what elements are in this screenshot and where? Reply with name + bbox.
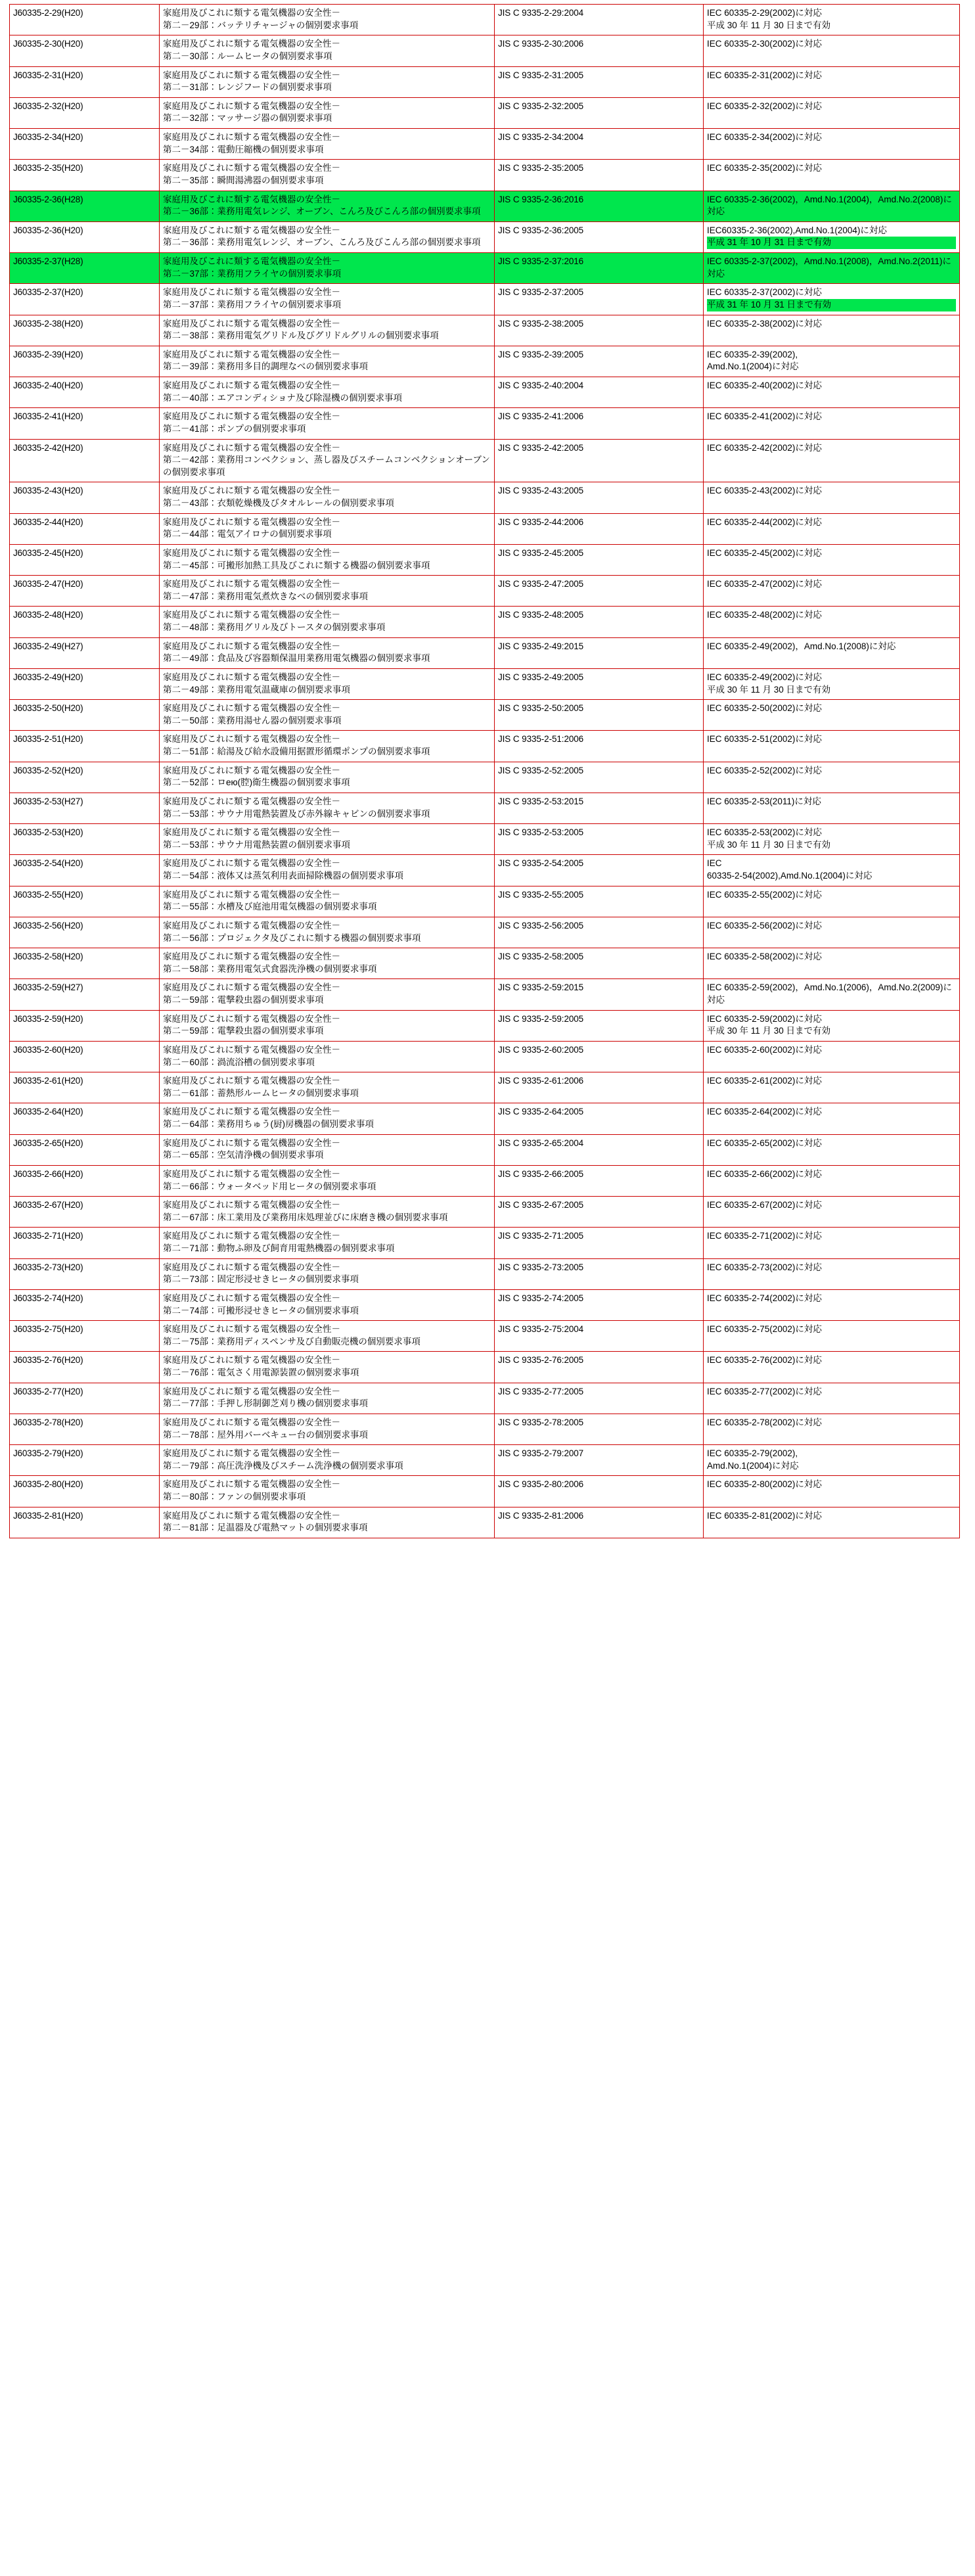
cell-standard-title: 家庭用及びこれに類する電気機器の安全性－ 第二－71部：動物ふ卵及び飼育用電熱機器の個別要求事項 (160, 1228, 495, 1258)
cell-iec-correspondence: IEC 60335-2-56(2002)に対応 (704, 917, 960, 948)
cell-standard-title: 家庭用及びこれに類する電気機器の安全性－ 第二－60部：渦流浴槽の個別要求事項 (160, 1041, 495, 1072)
cell-standard-code: J60335-2-49(H27) (10, 637, 160, 668)
cell-standard-code: J60335-2-79(H20) (10, 1445, 160, 1476)
cell-standard-title: 家庭用及びこれに類する電気機器の安全性－ 第二－35部：瞬間湯沸器の個別要求事項 (160, 160, 495, 191)
cell-standard-title: 家庭用及びこれに類する電気機器の安全性－ 第二－53部：サウナ用電熱装置の個別要求事項 (160, 824, 495, 855)
cell-standard-code: J60335-2-36(H20) (10, 221, 160, 252)
cell-jis-reference: JIS C 9335-2-74:2005 (495, 1289, 704, 1320)
cell-standard-title: 家庭用及びこれに類する電気機器の安全性－ 第二－51部：給湯及び給水設備用据置形循環ポンプの個別要求事項 (160, 731, 495, 762)
cell-iec-correspondence: IEC 60335-2-54(2002),Amd.No.1(2004)に対応 (704, 855, 960, 886)
cell-jis-reference: JIS C 9335-2-30:2006 (495, 35, 704, 66)
cell-iec-correspondence: IEC 60335-2-31(2002)に対応 (704, 66, 960, 97)
cell-standard-code: J60335-2-77(H20) (10, 1383, 160, 1414)
cell-jis-reference: JIS C 9335-2-51:2006 (495, 731, 704, 762)
cell-standard-title: 家庭用及びこれに類する電気機器の安全性－ 第二－44部：電気アイロナの個別要求事項 (160, 513, 495, 544)
cell-iec-correspondence: IEC 60335-2-74(2002)に対応 (704, 1289, 960, 1320)
cell-standard-title: 家庭用及びこれに類する電気機器の安全性－ 第二－30部：ルームヒータの個別要求事項 (160, 35, 495, 66)
cell-standard-code: J60335-2-49(H20) (10, 668, 160, 699)
cell-standard-code: J60335-2-73(H20) (10, 1258, 160, 1289)
cell-standard-code: J60335-2-51(H20) (10, 731, 160, 762)
cell-standard-title: 家庭用及びこれに類する電気機器の安全性－ 第二－48部：業務用グリル及びトースタの個別要求事項 (160, 607, 495, 637)
cell-standard-code: J60335-2-53(H20) (10, 824, 160, 855)
cell-jis-reference: JIS C 9335-2-45:2005 (495, 544, 704, 575)
cell-jis-reference: JIS C 9335-2-29:2004 (495, 5, 704, 35)
cell-iec-correspondence: IEC 60335-2-59(2002)に対応 平成 30 年 11 月 30 日まで有効 (704, 1010, 960, 1041)
cell-jis-reference: JIS C 9335-2-58:2005 (495, 948, 704, 979)
cell-standard-code: J60335-2-78(H20) (10, 1414, 160, 1444)
table-row (10, 439, 960, 482)
cell-iec-correspondence: IEC 60335-2-40(2002)に対応 (704, 377, 960, 408)
cell-iec-correspondence: IEC 60335-2-49(2002)に対応 平成 30 年 11 月 30 日まで有効 (704, 668, 960, 699)
cell-iec-correspondence: IEC 60335-2-38(2002)に対応 (704, 315, 960, 346)
cell-standard-code: J60335-2-80(H20) (10, 1476, 160, 1507)
cell-jis-reference: JIS C 9335-2-50:2005 (495, 700, 704, 731)
cell-iec-correspondence: IEC 60335-2-49(2002)，Amd.No.1(2008)に対応 (704, 637, 960, 668)
table-row (10, 160, 960, 191)
cell-iec-correspondence: IEC 60335-2-77(2002)に対応 (704, 1383, 960, 1414)
cell-standard-code: J60335-2-35(H20) (10, 160, 160, 191)
table-row (10, 482, 960, 513)
cell-iec-correspondence: IEC 60335-2-78(2002)に対応 (704, 1414, 960, 1444)
cell-jis-reference: JIS C 9335-2-55:2005 (495, 886, 704, 917)
cell-jis-reference: JIS C 9335-2-79:2007 (495, 1445, 704, 1476)
cell-standard-code: J60335-2-40(H20) (10, 377, 160, 408)
cell-jis-reference: JIS C 9335-2-37:2005 (495, 284, 704, 315)
cell-jis-reference: JIS C 9335-2-73:2005 (495, 1258, 704, 1289)
cell-jis-reference: JIS C 9335-2-36:2005 (495, 221, 704, 252)
cell-iec-correspondence: IEC 60335-2-81(2002)に対応 (704, 1507, 960, 1538)
cell-standard-code: J60335-2-37(H20) (10, 284, 160, 315)
cell-standard-code: J60335-2-81(H20) (10, 1507, 160, 1538)
cell-iec-correspondence: IEC 60335-2-48(2002)に対応 (704, 607, 960, 637)
table-row (10, 1289, 960, 1320)
cell-standard-code: J60335-2-29(H20) (10, 5, 160, 35)
cell-standard-title: 家庭用及びこれに類する電気機器の安全性－ 第二－53部：サウナ用電熱装置及び赤外線キャビンの個別要求事項 (160, 793, 495, 823)
table-row (10, 1258, 960, 1289)
table-row (10, 576, 960, 607)
cell-standard-code: J60335-2-71(H20) (10, 1228, 160, 1258)
cell-standard-title: 家庭用及びこれに類する電気機器の安全性－ 第二－55部：水槽及び庭池用電気機器の個別要求事項 (160, 886, 495, 917)
table-row (10, 793, 960, 823)
cell-standard-title: 家庭用及びこれに類する電気機器の安全性－ 第二－36部：業務用電気レンジ、オーブン、こんろ及びこんろ部の個別要求事項 (160, 191, 495, 221)
cell-standard-title: 家庭用及びこれに類する電気機器の安全性－ 第二－40部：エアコンディショナ及び除湿機の個別要求事項 (160, 377, 495, 408)
table-row (10, 35, 960, 66)
cell-jis-reference: JIS C 9335-2-34:2004 (495, 129, 704, 160)
cell-iec-correspondence: IEC 60335-2-71(2002)に対応 (704, 1228, 960, 1258)
cell-jis-reference: JIS C 9335-2-81:2006 (495, 1507, 704, 1538)
table-row (10, 315, 960, 346)
cell-iec-correspondence: IEC 60335-2-76(2002)に対応 (704, 1352, 960, 1383)
table-row (10, 917, 960, 948)
cell-standard-title: 家庭用及びこれに類する電気機器の安全性－ 第二－31部：レンジフードの個別要求事項 (160, 66, 495, 97)
cell-standard-title: 家庭用及びこれに類する電気機器の安全性－ 第二－81部：足温器及び電熱マットの個別要求事項 (160, 1507, 495, 1538)
table-row (10, 97, 960, 128)
cell-standard-code: J60335-2-34(H20) (10, 129, 160, 160)
cell-standard-code: J60335-2-36(H28) (10, 191, 160, 221)
cell-standard-code: J60335-2-59(H20) (10, 1010, 160, 1041)
table-row (10, 731, 960, 762)
cell-jis-reference: JIS C 9335-2-65:2004 (495, 1134, 704, 1165)
cell-iec-correspondence: IEC60335-2-36(2002),Amd.No.1(2004)に対応 平成 31 年 10 月 31 日まで有効 (704, 221, 960, 252)
cell-standard-title: 家庭用及びこれに類する電気機器の安全性－ 第二－29部：バッテリチャージャの個別要求事項 (160, 5, 495, 35)
cell-standard-code: J60335-2-42(H20) (10, 439, 160, 482)
validity-highlight: 平成 31 年 10 月 31 日まで有効 (707, 237, 956, 249)
cell-standard-title: 家庭用及びこれに類する電気機器の安全性－ 第二－49部：業務用電気温蔵庫の個別要求事項 (160, 668, 495, 699)
cell-jis-reference: JIS C 9335-2-76:2005 (495, 1352, 704, 1383)
cell-standard-code: J60335-2-76(H20) (10, 1352, 160, 1383)
cell-iec-correspondence: IEC 60335-2-66(2002)に対応 (704, 1165, 960, 1196)
cell-iec-correspondence: IEC 60335-2-61(2002)に対応 (704, 1072, 960, 1103)
table-row (10, 700, 960, 731)
cell-jis-reference: JIS C 9335-2-32:2005 (495, 97, 704, 128)
cell-iec-correspondence: IEC 60335-2-58(2002)に対応 (704, 948, 960, 979)
cell-standard-code: J60335-2-59(H27) (10, 979, 160, 1010)
cell-iec-correspondence: IEC 60335-2-65(2002)に対応 (704, 1134, 960, 1165)
cell-jis-reference: JIS C 9335-2-61:2006 (495, 1072, 704, 1103)
cell-jis-reference: JIS C 9335-2-66:2005 (495, 1165, 704, 1196)
table-row (10, 948, 960, 979)
table-row (10, 1321, 960, 1352)
cell-standard-code: J60335-2-48(H20) (10, 607, 160, 637)
cell-iec-correspondence: IEC 60335-2-41(2002)に対応 (704, 408, 960, 439)
table-row (10, 191, 960, 221)
cell-standard-title: 家庭用及びこれに類する電気機器の安全性－ 第二－37部：業務用フライヤの個別要求事項 (160, 253, 495, 284)
table-row (10, 1072, 960, 1103)
cell-iec-correspondence: IEC 60335-2-43(2002)に対応 (704, 482, 960, 513)
cell-jis-reference: JIS C 9335-2-39:2005 (495, 346, 704, 377)
cell-standard-title: 家庭用及びこれに類する電気機器の安全性－ 第二－45部：可搬形加熱工具及びこれに類する機器の個別要求事項 (160, 544, 495, 575)
cell-jis-reference: JIS C 9335-2-44:2006 (495, 513, 704, 544)
cell-standard-code: J60335-2-37(H28) (10, 253, 160, 284)
cell-iec-correspondence: IEC 60335-2-52(2002)に対応 (704, 762, 960, 793)
cell-jis-reference: JIS C 9335-2-78:2005 (495, 1414, 704, 1444)
cell-iec-correspondence: IEC 60335-2-34(2002)に対応 (704, 129, 960, 160)
cell-standard-title: 家庭用及びこれに類する電気機器の安全性－ 第二－39部：業務用多目的調理なべの個別要求事項 (160, 346, 495, 377)
cell-standard-title: 家庭用及びこれに類する電気機器の安全性－ 第二－34部：電動圧縮機の個別要求事項 (160, 129, 495, 160)
cell-jis-reference: JIS C 9335-2-43:2005 (495, 482, 704, 513)
table-row (10, 607, 960, 637)
table-row (10, 544, 960, 575)
cell-standard-code: J60335-2-58(H20) (10, 948, 160, 979)
cell-jis-reference: JIS C 9335-2-37:2016 (495, 253, 704, 284)
cell-standard-code: J60335-2-54(H20) (10, 855, 160, 886)
table-row (10, 66, 960, 97)
cell-standard-title: 家庭用及びこれに類する電気機器の安全性－ 第二－42部：業務用コンベクション、蒸し器及びスチームコンベクションオーブンの個別要求事項 (160, 439, 495, 482)
table-row (10, 1445, 960, 1476)
cell-standard-code: J60335-2-56(H20) (10, 917, 160, 948)
cell-iec-correspondence: IEC 60335-2-50(2002)に対応 (704, 700, 960, 731)
cell-iec-correspondence: IEC 60335-2-53(2002)に対応 平成 30 年 11 月 30 日まで有効 (704, 824, 960, 855)
cell-standard-code: J60335-2-52(H20) (10, 762, 160, 793)
cell-standard-code: J60335-2-47(H20) (10, 576, 160, 607)
cell-standard-code: J60335-2-64(H20) (10, 1103, 160, 1134)
cell-standard-title: 家庭用及びこれに類する電気機器の安全性－ 第二－78部：屋外用バーベキュー台の個別要求事項 (160, 1414, 495, 1444)
table-row (10, 377, 960, 408)
cell-standard-title: 家庭用及びこれに類する電気機器の安全性－ 第二－32部：マッサージ器の個別要求事項 (160, 97, 495, 128)
cell-iec-correspondence: IEC 60335-2-80(2002)に対応 (704, 1476, 960, 1507)
cell-jis-reference: JIS C 9335-2-42:2005 (495, 439, 704, 482)
cell-standard-code: J60335-2-32(H20) (10, 97, 160, 128)
table-row (10, 129, 960, 160)
cell-standard-title: 家庭用及びこれに類する電気機器の安全性－ 第二－43部：衣類乾燥機及びタオルレールの個別要求事項 (160, 482, 495, 513)
cell-iec-correspondence: IEC 60335-2-36(2002)，Amd.No.1(2004)，Amd.No.2(2008)に対応 (704, 191, 960, 221)
cell-standard-title: 家庭用及びこれに類する電気機器の安全性－ 第二－50部：業務用湯せん器の個別要求事項 (160, 700, 495, 731)
cell-jis-reference: JIS C 9335-2-35:2005 (495, 160, 704, 191)
validity-highlight: 平成 31 年 10 月 31 日まで有効 (707, 299, 956, 311)
cell-standard-title: 家庭用及びこれに類する電気機器の安全性－ 第二－47部：業務用電気煮炊きなべの個別要求事項 (160, 576, 495, 607)
cell-jis-reference: JIS C 9335-2-56:2005 (495, 917, 704, 948)
table-row (10, 637, 960, 668)
cell-jis-reference: JIS C 9335-2-38:2005 (495, 315, 704, 346)
cell-standard-code: J60335-2-53(H27) (10, 793, 160, 823)
cell-jis-reference: JIS C 9335-2-75:2004 (495, 1321, 704, 1352)
cell-standard-title: 家庭用及びこれに類する電気機器の安全性－ 第二－80部：ファンの個別要求事項 (160, 1476, 495, 1507)
cell-iec-correspondence: IEC 60335-2-35(2002)に対応 (704, 160, 960, 191)
cell-iec-correspondence: IEC 60335-2-79(2002), Amd.No.1(2004)に対応 (704, 1445, 960, 1476)
cell-jis-reference: JIS C 9335-2-60:2005 (495, 1041, 704, 1072)
cell-jis-reference: JIS C 9335-2-49:2015 (495, 637, 704, 668)
cell-standard-title: 家庭用及びこれに類する電気機器の安全性－ 第二－65部：空気清浄機の個別要求事項 (160, 1134, 495, 1165)
standards-table (9, 4, 960, 1538)
cell-jis-reference: JIS C 9335-2-80:2006 (495, 1476, 704, 1507)
cell-iec-correspondence: IEC 60335-2-42(2002)に対応 (704, 439, 960, 482)
cell-standard-code: J60335-2-65(H20) (10, 1134, 160, 1165)
table-row (10, 221, 960, 252)
cell-jis-reference: JIS C 9335-2-41:2006 (495, 408, 704, 439)
table-row (10, 1228, 960, 1258)
table-row (10, 1103, 960, 1134)
table-row (10, 346, 960, 377)
cell-standard-code: J60335-2-39(H20) (10, 346, 160, 377)
table-row (10, 1414, 960, 1444)
cell-jis-reference: JIS C 9335-2-77:2005 (495, 1383, 704, 1414)
table-row (10, 1352, 960, 1383)
cell-standard-code: J60335-2-38(H20) (10, 315, 160, 346)
table-row (10, 1041, 960, 1072)
cell-standard-title: 家庭用及びこれに類する電気機器の安全性－ 第二－76部：電気さく用電源装置の個別要求事項 (160, 1352, 495, 1383)
cell-standard-code: J60335-2-55(H20) (10, 886, 160, 917)
cell-standard-title: 家庭用及びこれに類する電気機器の安全性－ 第二－61部：蓄熱形ルームヒータの個別要求事項 (160, 1072, 495, 1103)
cell-standard-title: 家庭用及びこれに類する電気機器の安全性－ 第二－37部：業務用フライヤの個別要求事項 (160, 284, 495, 315)
table-row (10, 1010, 960, 1041)
cell-standard-code: J60335-2-66(H20) (10, 1165, 160, 1196)
table-row (10, 762, 960, 793)
cell-standard-title: 家庭用及びこれに類する電気機器の安全性－ 第二－66部：ウォータベッド用ヒータの個別要求事項 (160, 1165, 495, 1196)
cell-jis-reference: JIS C 9335-2-64:2005 (495, 1103, 704, 1134)
table-row (10, 253, 960, 284)
cell-iec-correspondence: IEC 60335-2-30(2002)に対応 (704, 35, 960, 66)
cell-standard-title: 家庭用及びこれに類する電気機器の安全性－ 第二－75部：業務用ディスペンサ及び自動販売機の個別要求事項 (160, 1321, 495, 1352)
cell-standard-code: J60335-2-30(H20) (10, 35, 160, 66)
table-row (10, 855, 960, 886)
cell-standard-title: 家庭用及びこれに類する電気機器の安全性－ 第二－56部：プロジェクタ及びこれに類する機器の個別要求事項 (160, 917, 495, 948)
table-row (10, 5, 960, 35)
cell-jis-reference: JIS C 9335-2-48:2005 (495, 607, 704, 637)
cell-standard-title: 家庭用及びこれに類する電気機器の安全性－ 第二－74部：可搬形浸せきヒータの個別要求事項 (160, 1289, 495, 1320)
cell-jis-reference: JIS C 9335-2-71:2005 (495, 1228, 704, 1258)
cell-iec-correspondence: IEC 60335-2-32(2002)に対応 (704, 97, 960, 128)
cell-iec-correspondence: IEC 60335-2-59(2002)，Amd.No.1(2006)，Amd.No.2(2009)に対応 (704, 979, 960, 1010)
cell-standard-title: 家庭用及びこれに類する電気機器の安全性－ 第二－58部：業務用電気式食器洗浄機の個別要求事項 (160, 948, 495, 979)
cell-iec-correspondence: IEC 60335-2-60(2002)に対応 (704, 1041, 960, 1072)
cell-standard-code: J60335-2-43(H20) (10, 482, 160, 513)
cell-jis-reference: JIS C 9335-2-54:2005 (495, 855, 704, 886)
cell-jis-reference: JIS C 9335-2-53:2005 (495, 824, 704, 855)
cell-jis-reference: JIS C 9335-2-52:2005 (495, 762, 704, 793)
cell-standard-title: 家庭用及びこれに類する電気機器の安全性－ 第二－64部：業務用ちゅう(厨)房機器の個別要求事項 (160, 1103, 495, 1134)
table-row (10, 886, 960, 917)
table-row (10, 1134, 960, 1165)
cell-iec-correspondence: IEC 60335-2-45(2002)に対応 (704, 544, 960, 575)
cell-iec-correspondence: IEC 60335-2-55(2002)に対応 (704, 886, 960, 917)
cell-standard-code: J60335-2-67(H20) (10, 1197, 160, 1228)
table-row (10, 1165, 960, 1196)
cell-jis-reference: JIS C 9335-2-59:2015 (495, 979, 704, 1010)
cell-iec-correspondence: IEC 60335-2-37(2002)に対応 平成 31 年 10 月 31 日まで有効 (704, 284, 960, 315)
cell-iec-correspondence: IEC 60335-2-39(2002), Amd.No.1(2004)に対応 (704, 346, 960, 377)
cell-iec-correspondence: IEC 60335-2-51(2002)に対応 (704, 731, 960, 762)
table-row (10, 824, 960, 855)
cell-iec-correspondence: IEC 60335-2-75(2002)に対応 (704, 1321, 960, 1352)
cell-standard-title: 家庭用及びこれに類する電気機器の安全性－ 第二－67部：床工業用及び業務用床処理並びに床磨き機の個別要求事項 (160, 1197, 495, 1228)
cell-standard-title: 家庭用及びこれに類する電気機器の安全性－ 第二－73部：固定形浸せきヒータの個別要求事項 (160, 1258, 495, 1289)
cell-iec-correspondence: IEC 60335-2-53(2011)に対応 (704, 793, 960, 823)
table-row (10, 408, 960, 439)
cell-jis-reference: JIS C 9335-2-49:2005 (495, 668, 704, 699)
cell-iec-correspondence: IEC 60335-2-73(2002)に対応 (704, 1258, 960, 1289)
cell-standard-code: J60335-2-75(H20) (10, 1321, 160, 1352)
cell-standard-code: J60335-2-60(H20) (10, 1041, 160, 1072)
cell-standard-title: 家庭用及びこれに類する電気機器の安全性－ 第二－49部：食品及び容器類保温用業務用電気機器の個別要求事項 (160, 637, 495, 668)
table-row (10, 513, 960, 544)
table-row (10, 1197, 960, 1228)
table-row (10, 1476, 960, 1507)
cell-iec-correspondence: IEC 60335-2-67(2002)に対応 (704, 1197, 960, 1228)
table-row (10, 668, 960, 699)
cell-jis-reference: JIS C 9335-2-53:2015 (495, 793, 704, 823)
table-row (10, 284, 960, 315)
cell-jis-reference: JIS C 9335-2-59:2005 (495, 1010, 704, 1041)
cell-jis-reference: JIS C 9335-2-36:2016 (495, 191, 704, 221)
cell-iec-correspondence: IEC 60335-2-47(2002)に対応 (704, 576, 960, 607)
cell-standard-title: 家庭用及びこれに類する電気機器の安全性－ 第二－77部：手押し形制御芝刈り機の個別要求事項 (160, 1383, 495, 1414)
cell-jis-reference: JIS C 9335-2-67:2005 (495, 1197, 704, 1228)
table-row (10, 1383, 960, 1414)
cell-standard-code: J60335-2-31(H20) (10, 66, 160, 97)
table-row (10, 979, 960, 1010)
cell-standard-code: J60335-2-45(H20) (10, 544, 160, 575)
cell-standard-code: J60335-2-50(H20) (10, 700, 160, 731)
cell-iec-correspondence: IEC 60335-2-37(2002)，Amd.No.1(2008)，Amd.No.2(2011)に対応 (704, 253, 960, 284)
cell-jis-reference: JIS C 9335-2-40:2004 (495, 377, 704, 408)
cell-standard-code: J60335-2-41(H20) (10, 408, 160, 439)
cell-standard-title: 家庭用及びこれに類する電気機器の安全性－ 第二－54部：液体又は蒸気利用表面掃除機器の個別要求事項 (160, 855, 495, 886)
cell-standard-code: J60335-2-74(H20) (10, 1289, 160, 1320)
cell-jis-reference: JIS C 9335-2-47:2005 (495, 576, 704, 607)
cell-standard-title: 家庭用及びこれに類する電気機器の安全性－ 第二－38部：業務用電気グリドル及びグリドルグリルの個別要求事項 (160, 315, 495, 346)
cell-jis-reference: JIS C 9335-2-31:2005 (495, 66, 704, 97)
cell-standard-title: 家庭用及びこれに類する電気機器の安全性－ 第二－52部：ロею(腔)衛生機器の個別要求事項 (160, 762, 495, 793)
cell-standard-title: 家庭用及びこれに類する電気機器の安全性－ 第二－59部：電撃殺虫器の個別要求事項 (160, 979, 495, 1010)
cell-standard-title: 家庭用及びこれに類する電気機器の安全性－ 第二－79部：高圧洗浄機及びスチーム洗浄機の個別要求事項 (160, 1445, 495, 1476)
cell-standard-title: 家庭用及びこれに類する電気機器の安全性－ 第二－59部：電撃殺虫器の個別要求事項 (160, 1010, 495, 1041)
cell-standard-code: J60335-2-61(H20) (10, 1072, 160, 1103)
standards-table-body (10, 5, 960, 1538)
cell-standard-title: 家庭用及びこれに類する電気機器の安全性－ 第二－36部：業務用電気レンジ、オーブン、こんろ及びこんろ部の個別要求事項 (160, 221, 495, 252)
cell-iec-correspondence: IEC 60335-2-44(2002)に対応 (704, 513, 960, 544)
cell-standard-title: 家庭用及びこれに類する電気機器の安全性－ 第二－41部：ポンプの個別要求事項 (160, 408, 495, 439)
cell-iec-correspondence: IEC 60335-2-64(2002)に対応 (704, 1103, 960, 1134)
cell-standard-code: J60335-2-44(H20) (10, 513, 160, 544)
cell-iec-correspondence: IEC 60335-2-29(2002)に対応 平成 30 年 11 月 30 日まで有効 (704, 5, 960, 35)
table-row (10, 1507, 960, 1538)
